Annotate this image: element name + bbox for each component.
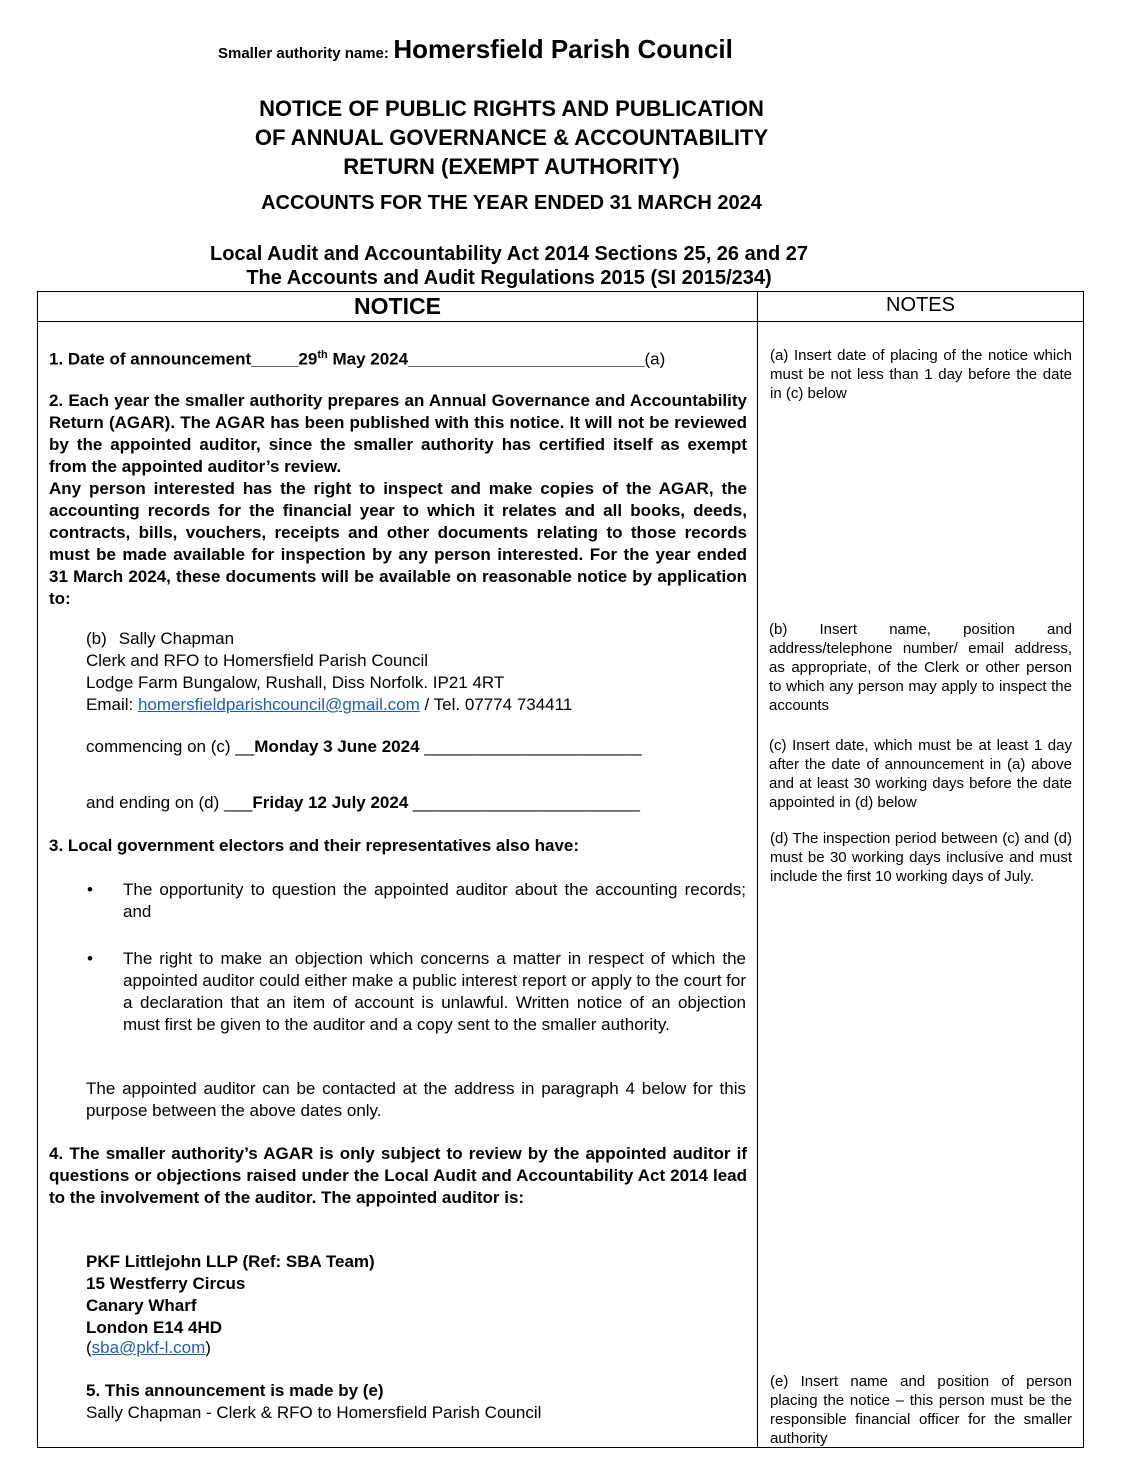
commencing-line: commencing on (c) __Monday 3 June 2024 _______________________ — [86, 737, 642, 756]
note-d: (d) The inspection period between (c) and (d) must be 30 working days inclusive and must include the first 10 working days of July. — [770, 830, 1072, 885]
announcement-day: 29 — [298, 349, 318, 369]
contact-email-line: Email: homersfieldparishcouncil@gmail.com / Tel. 07774 734411 — [86, 695, 573, 714]
section-5-heading: 5. This announcement is made by (e) — [86, 1381, 384, 1400]
section-1-announcement-date: 1. Date of announcement_____29th May 2024_________________________(a) — [49, 349, 666, 369]
contact-name: Sally Chapman — [118, 629, 235, 648]
authority-line — [218, 34, 733, 65]
section-3-heading: 3. Local government electors and their representatives also have: — [49, 836, 580, 855]
legislation-line-2: The Accounts and Audit Regulations 2015 (SI 2015/234) — [246, 267, 772, 289]
section-4-text: 4. The smaller authority’s AGAR is only subject to review by the appointed auditor if questions or objections raised under the Local Audit and Accountability Act 2014 lead to the involvement of the auditor. The appointed auditor is: — [49, 1144, 747, 1207]
commencing-date: Monday 3 June 2024 — [254, 737, 420, 756]
title-line-3: RETURN (EXEMPT AUTHORITY) — [343, 154, 680, 179]
accounts-heading: ACCOUNTS FOR THE YEAR ENDED 31 MARCH 2024 — [261, 192, 762, 214]
column-divider — [757, 291, 758, 1448]
notes-column-heading: NOTES — [886, 294, 955, 316]
auditor-name: PKF Littlejohn LLP (Ref: SBA Team) — [86, 1252, 375, 1271]
auditor-email-link[interactable]: sba@pkf-l.com — [91, 1338, 206, 1357]
auditor-address-line: Canary Wharf — [86, 1296, 197, 1315]
legislation-line-1: Local Audit and Accountability Act 2014 Sections 25, 26 and 27 — [210, 243, 808, 265]
auditor-address-line: London E14 4HD — [86, 1318, 223, 1337]
title-line-1: NOTICE OF PUBLIC RIGHTS AND PUBLICATION — [259, 96, 764, 121]
auditor-address-line: 15 Westferry Circus — [86, 1274, 246, 1293]
title-line-2: OF ANNUAL GOVERNANCE & ACCOUNTABILITY — [254, 125, 769, 150]
rights-list — [87, 879, 746, 923]
announcement-label: 1. Date of announcement — [49, 349, 252, 369]
auditor-contact-note: The appointed auditor can be contacted at the address in paragraph 4 below for this purpose between the above dates only. — [86, 1079, 746, 1120]
notice-column-heading: NOTICE — [354, 293, 441, 319]
bullet-icon: • — [87, 880, 93, 899]
note-c: (c) Insert date, which must be at least 1 day after the date of announcement in (a) above and at least 30 working days before the date appointed in (d) below — [769, 737, 1072, 811]
auditor-email-line: (sba@pkf-l.com) — [86, 1338, 211, 1357]
section-2-text — [49, 390, 747, 610]
header-divider — [37, 321, 1084, 322]
ending-line: and ending on (d) ___Friday 12 July 2024 ________________________ — [86, 793, 640, 812]
bullet-icon: • — [87, 949, 93, 968]
contact-block — [86, 628, 746, 716]
section-2-para-1: 2. Each year the smaller authority prepares an Annual Governance and Accountability Return (AGAR). The AGAR has been published with this notice. It will not be reviewed by the appointed auditor, since the smaller authority has certified itself as exempt from the appointed auditor’s review. — [49, 391, 747, 476]
announcement-month-year: May 2024 — [327, 349, 409, 369]
announcer-name: Sally Chapman - Clerk & RFO to Homersfield Parish Council — [86, 1403, 542, 1422]
contact-name-line — [86, 628, 746, 650]
rights-list-item: • The right to make an objection which concerns a matter in respect of which the appointed auditor could either make a public interest report or apply to the court for a declaration that an item of account is unlawful. Written notice of an objection must first be given to the auditor and a copy sent to the smaller authority. — [87, 949, 746, 1034]
page-title — [200, 94, 823, 181]
rights-list — [87, 948, 746, 1036]
note-a: (a) Insert date of placing of the notice which must be not less than 1 day before the date in (c) below — [770, 347, 1072, 402]
ending-date: Friday 12 July 2024 — [252, 793, 409, 812]
auditor-address — [86, 1251, 686, 1339]
legislation-heading — [150, 242, 868, 290]
section-5 — [86, 1380, 746, 1424]
contact-email-link[interactable]: homersfieldparishcouncil@gmail.com — [137, 695, 420, 714]
note-b: (b) Insert name, position and address/telephone number/ email address, as appropriate, of the Clerk or other person to which any person may apply to inspect the accounts — [769, 621, 1072, 714]
contact-address: Lodge Farm Bungalow, Rushall, Diss Norfolk. IP21 4RT — [86, 673, 505, 692]
note-ref-a: (a) — [644, 349, 666, 369]
note-ref-b: (b) — [86, 629, 107, 648]
authority-label: Smaller authority name: — [218, 45, 389, 62]
note-e: (e) Insert name and position of person placing the notice – this person must be the responsible financial officer for the smaller authority — [770, 1373, 1072, 1447]
contact-telephone: / Tel. 07774 734411 — [419, 695, 573, 714]
section-2-para-2: Any person interested has the right to inspect and make copies of the AGAR, the accounting records for the financial year to which it relates and all books, deeds, contracts, bills, vouchers, receipts and other documents relating to those records must be made available for inspection by any person interested. For the year ended 31 March 2024, these documents will be available on reasonable notice by application to: — [49, 479, 747, 608]
rights-list-item: • The opportunity to question the appointed auditor about the accounting records; and — [87, 880, 746, 921]
contact-role: Clerk and RFO to Homersfield Parish Council — [86, 651, 429, 670]
authority-name: Homersfield Parish Council — [393, 34, 733, 64]
